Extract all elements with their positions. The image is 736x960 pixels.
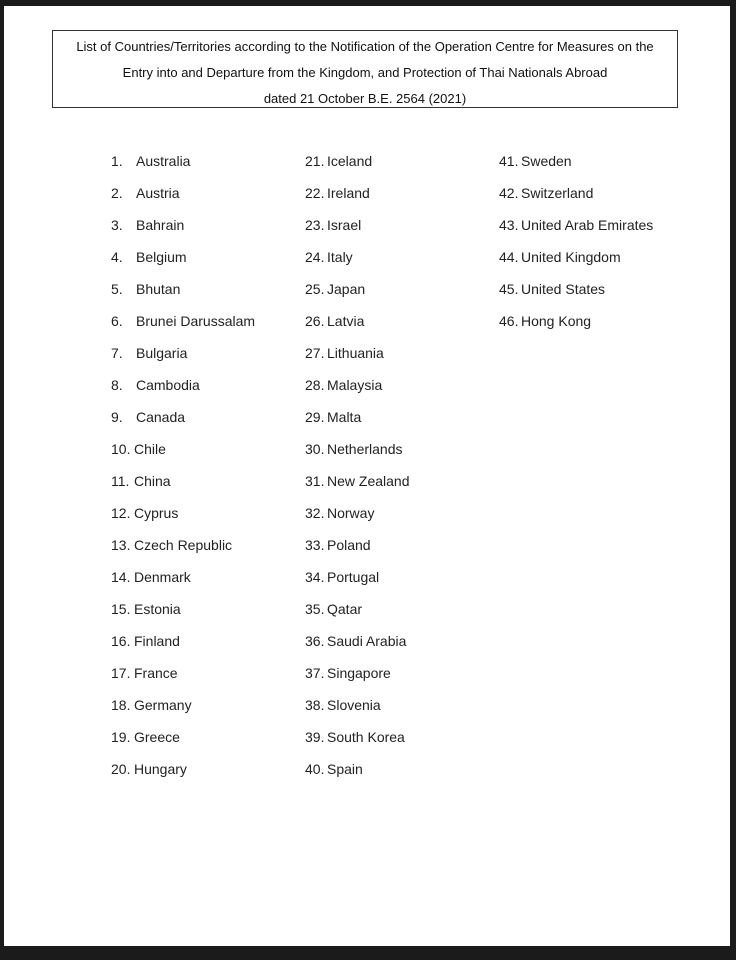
item-number: 45. xyxy=(499,281,519,297)
item-number: 22. xyxy=(305,185,325,201)
item-number: 43. xyxy=(499,217,519,233)
list-item xyxy=(111,280,255,312)
list-item xyxy=(305,632,410,664)
list-item xyxy=(499,312,653,344)
country-name: Brunei Darussalam xyxy=(136,313,256,329)
item-number: 37. xyxy=(305,665,325,681)
list-item xyxy=(111,408,255,440)
list-item xyxy=(305,248,410,280)
country-name: South Korea xyxy=(327,729,405,745)
list-item xyxy=(499,152,653,184)
list-item xyxy=(305,184,410,216)
list-item xyxy=(111,760,255,792)
item-number: 20. xyxy=(111,761,131,777)
country-name: United Kingdom xyxy=(521,249,621,265)
document-page xyxy=(4,6,730,946)
list-item xyxy=(305,696,410,728)
list-item xyxy=(499,216,653,248)
country-name: Sweden xyxy=(521,153,572,169)
country-name: Switzerland xyxy=(521,185,594,201)
country-name: Japan xyxy=(327,281,366,297)
list-item xyxy=(305,664,410,696)
list-item xyxy=(305,568,410,600)
item-number: 18. xyxy=(111,697,131,713)
list-item xyxy=(111,600,255,632)
list-item xyxy=(305,280,410,312)
item-number: 31. xyxy=(305,473,325,489)
header-line-2: Entry into and Departure from the Kingdom, and Protection of Thai Nationals Abroad xyxy=(122,65,608,80)
list-item xyxy=(111,728,255,760)
list-item xyxy=(305,152,410,184)
country-name: Cyprus xyxy=(134,505,179,521)
country-name: Italy xyxy=(327,249,353,265)
country-name: Germany xyxy=(134,697,192,713)
item-number: 29. xyxy=(305,409,325,425)
document-header xyxy=(52,30,678,108)
country-name: Latvia xyxy=(327,313,365,329)
country-name: Bahrain xyxy=(136,217,185,233)
country-column-1 xyxy=(111,152,255,792)
item-number: 12. xyxy=(111,505,131,521)
country-name: Israel xyxy=(327,217,362,233)
country-name: China xyxy=(134,473,171,489)
country-name: Cambodia xyxy=(136,377,200,393)
item-number: 14. xyxy=(111,569,131,585)
country-name: Bulgaria xyxy=(136,345,188,361)
item-number: 9. xyxy=(111,409,123,425)
list-item xyxy=(305,504,410,536)
item-number: 24. xyxy=(305,249,325,265)
list-item xyxy=(111,216,255,248)
list-item xyxy=(111,568,255,600)
country-name: Portugal xyxy=(327,569,380,585)
country-column-2 xyxy=(305,152,410,792)
list-item xyxy=(111,344,255,376)
country-name: Spain xyxy=(327,761,363,777)
item-number: 4. xyxy=(111,249,123,265)
list-item xyxy=(305,600,410,632)
list-item xyxy=(305,472,410,504)
list-item xyxy=(111,696,255,728)
item-number: 19. xyxy=(111,729,131,745)
item-number: 46. xyxy=(499,313,519,329)
list-item xyxy=(305,760,410,792)
list-item xyxy=(305,408,410,440)
list-item xyxy=(111,440,255,472)
country-name: Australia xyxy=(136,153,191,169)
item-number: 27. xyxy=(305,345,325,361)
country-name: Belgium xyxy=(136,249,187,265)
list-item xyxy=(111,536,255,568)
country-name: United Arab Emirates xyxy=(521,217,654,233)
country-column-3 xyxy=(499,152,653,344)
item-number: 5. xyxy=(111,281,123,297)
item-number: 11. xyxy=(111,473,130,489)
item-number: 42. xyxy=(499,185,519,201)
item-number: 21. xyxy=(305,153,325,169)
country-name: Bhutan xyxy=(136,281,181,297)
country-name: Netherlands xyxy=(327,441,403,457)
item-number: 2. xyxy=(111,185,123,201)
item-number: 44. xyxy=(499,249,519,265)
country-name: France xyxy=(134,665,178,681)
item-number: 3. xyxy=(111,217,123,233)
country-name: Singapore xyxy=(327,665,391,681)
item-number: 28. xyxy=(305,377,325,393)
list-item xyxy=(305,536,410,568)
list-item xyxy=(111,504,255,536)
item-number: 8. xyxy=(111,377,123,393)
country-name: Norway xyxy=(327,505,375,521)
list-item xyxy=(111,184,255,216)
item-number: 7. xyxy=(111,345,123,361)
country-name: Austria xyxy=(136,185,180,201)
country-name: Greece xyxy=(134,729,180,745)
country-name: Hungary xyxy=(134,761,187,777)
item-number: 23. xyxy=(305,217,325,233)
country-name: Ireland xyxy=(327,185,370,201)
header-line-3: dated 21 October B.E. 2564 (2021) xyxy=(263,91,467,106)
country-name: Hong Kong xyxy=(521,313,592,329)
country-name: Poland xyxy=(327,537,371,553)
item-number: 30. xyxy=(305,441,325,457)
item-number: 15. xyxy=(111,601,131,617)
item-number: 25. xyxy=(305,281,325,297)
country-name: Estonia xyxy=(134,601,181,617)
item-number: 17. xyxy=(111,665,131,681)
list-item xyxy=(111,248,255,280)
list-item xyxy=(305,440,410,472)
item-number: 13. xyxy=(111,537,131,553)
country-name: Malta xyxy=(327,409,362,425)
list-item xyxy=(499,248,653,280)
item-number: 38. xyxy=(305,697,325,713)
item-number: 1. xyxy=(111,153,123,169)
item-number: 41. xyxy=(499,153,519,169)
list-item xyxy=(111,472,255,504)
list-item xyxy=(499,280,653,312)
country-name: Chile xyxy=(134,441,166,457)
list-item xyxy=(111,312,255,344)
country-name: Czech Republic xyxy=(134,537,233,553)
item-number: 36. xyxy=(305,633,325,649)
item-number: 33. xyxy=(305,537,325,553)
country-name: Qatar xyxy=(327,601,363,617)
country-name: Lithuania xyxy=(327,345,384,361)
country-name: Denmark xyxy=(134,569,191,585)
country-name: Saudi Arabia xyxy=(327,633,407,649)
country-name: Iceland xyxy=(327,153,373,169)
country-name: Slovenia xyxy=(327,697,381,713)
list-item xyxy=(111,664,255,696)
list-item xyxy=(305,216,410,248)
item-number: 10. xyxy=(111,441,131,457)
list-item xyxy=(499,184,653,216)
list-item xyxy=(305,312,410,344)
list-item xyxy=(305,376,410,408)
item-number: 26. xyxy=(305,313,325,329)
list-item xyxy=(111,152,255,184)
item-number: 35. xyxy=(305,601,325,617)
header-line-1: List of Countries/Territories according to the Notification of the Operation Centre for Measures on the xyxy=(76,39,654,54)
country-name: Malaysia xyxy=(327,377,383,393)
country-name: Canada xyxy=(136,409,186,425)
item-number: 16. xyxy=(111,633,131,649)
item-number: 40. xyxy=(305,761,325,777)
country-name: United States xyxy=(521,281,606,297)
item-number: 32. xyxy=(305,505,325,521)
item-number: 39. xyxy=(305,729,325,745)
country-name: Finland xyxy=(134,633,180,649)
item-number: 6. xyxy=(111,313,123,329)
list-item xyxy=(111,376,255,408)
list-item xyxy=(305,344,410,376)
country-name: New Zealand xyxy=(327,473,410,489)
list-item xyxy=(111,632,255,664)
item-number: 34. xyxy=(305,569,325,585)
list-item xyxy=(305,728,410,760)
